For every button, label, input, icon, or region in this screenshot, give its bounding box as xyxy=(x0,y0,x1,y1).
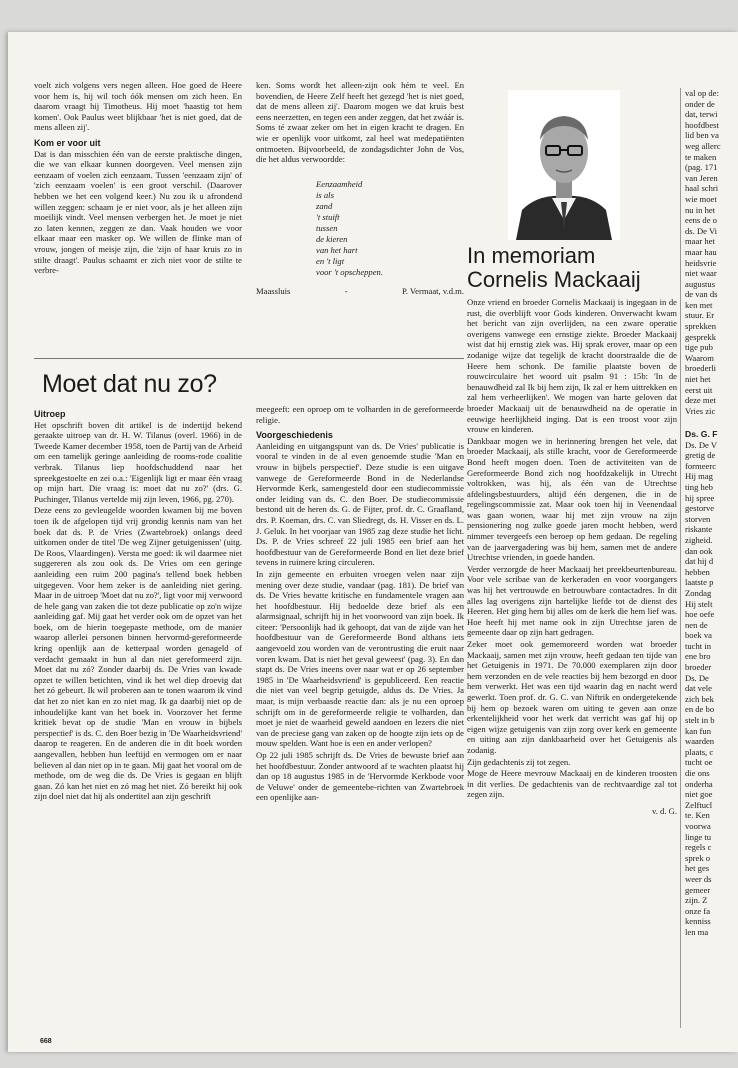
poem-line: tussen xyxy=(316,222,338,233)
fragment-line: Zondag xyxy=(685,587,712,598)
fragment-line: onder de xyxy=(685,98,715,109)
fragment-line: ting heb xyxy=(685,481,713,492)
fragment-line: de van ds xyxy=(685,289,718,300)
paragraph: Aanleiding en uitgangspunt van ds. De Vries' publicatie is vooral te vinden in de al even genoemde studie 'Man en vrouw in bijbels perspectief'. Deze studie is een uitgave vanwege de Gereformeerde Bond in de Nederlandse Hervormde Kerk, samengesteld door een studiecommissie onder leiding van ds. C. den Boer. De studiecommissie bestond uit de heren ds. G. de Fijter, prof. dr. C. Graafland, drs. P. Koeman, drs. C. van Sliedregt, ds. H. Visser en ds. L. J. Geluk. In het voorjaar van 1985 zag deze studie het licht. Ds. P. de Vries schreef 22 juli 1985 een brief aan het hoofdbestuur van de Gereformeerde Bond en liet deze brief tevens in ruimere kring circuleren. xyxy=(256,440,464,568)
article-signature xyxy=(256,286,464,297)
paragraph: Deze eens zo gevleugelde woorden kwamen bij me boven toen ik de afgelopen tijd vrij grondig kennis nam van het boek dat ds. P. de Vries (Zwartebroek) onlangs deed uitkomen onder de titel 'De weg Zijner getuigenissen' (uitg. De Roos, Vlaardingen). Versta me goed: ik wil daarmee niet suggereren als zou ook ds. De Vries om een geringe aanleiding een ruim 200 pagina's tellend boek hebben uitgegeven. Voor hem zeker is de aanleiding niet gering. Maar in de uitroep 'Moet dat nu zo?', ligt voor mij verwoord de hele gang van zaken die tot deze publicatie op zo'n wijze aanleiding gaf. Mij gaat het verder ook om de opzet van het boek, om de hierin toegepaste methode, om de manier waarop allerlei personen binnen hervormd-gereformeerde kring openlijk aan de ketterpaal worden genageld of verdacht gemaakt in hun al dan niet gereformeerd zijn. Moet dat nu zó? Zonder daarbij ds. De Vries van kwade opzet te willen betichten, vind ik het wel diep droevig dat het zó gebeurt. Ik wil proberen aan te tonen waarom ik vind dat het zo niet kan en zo niet mag. Ik ga daarbij niet op de inhoudelijke kant van het boek in. Voorzover het ferme kritiek bevat op de studie 'Man en vrouw in bijbels perspectief' is ds. C. den Boer bezig in 'De Waarheidsvriend' daarop te reageren. En de anderen die in dit boek worden aangevallen, hebben hun leeftijd en vermogen om er naar believen al dan niet op in te gaan. Mij gaat het vooral om de methode, om de weg die ds. De Vries is gegaan en blijft gaan. Zó kan het niet en zó mag het niet. Zó bereikt hij ook zijn doel niet dat hij als ondertitel aan zijn geschrift xyxy=(34,505,242,802)
fragment-line: zich bek xyxy=(685,693,714,704)
fragment-line: wie moet xyxy=(685,193,717,204)
poem-line: Eenzaamheid xyxy=(316,178,363,189)
memoriam-paragraph: Zijn gedachtenis zij tot zegen. xyxy=(467,756,571,767)
paragraph: Het opschrift boven dit artikel is de indertijd bekend geraakte uitroep van dr. H. W. Tilanus (overl. 1966) in de Tweede Kamer december 1958, toen de Partij van de Arbeid om een tamelijk geringe aanleiding de rooms-rode coalitie verbrak. Tilanus liep hoofdschuddend naar het spreekgestoelte en zei o.a.: 'Eigenlijk ligt er maar één vraag op mijn hart. Die vraag is: moet dat nu zo?' (drs. G. Puchinger, Tilanus vertelde mij zijn leven, 1966, pg. 270). xyxy=(34,419,242,504)
fragment-line: weg allerc xyxy=(685,140,721,151)
fragment-line: zigheid. xyxy=(685,534,713,545)
poem-line: is als xyxy=(316,189,334,200)
fragment-line: waarden xyxy=(685,736,715,747)
fragment-line: onze fa xyxy=(685,905,711,916)
poem xyxy=(316,179,464,278)
fragment-line: Vries zic xyxy=(685,405,716,416)
fragment-line: lid ben va xyxy=(685,130,719,141)
fragment-line: voorwa xyxy=(685,820,711,831)
fragment-line: storven xyxy=(685,513,711,524)
fragment-line: Hij stelt xyxy=(685,598,713,609)
fragment-line: gemeer xyxy=(685,884,711,895)
fragment-line: te maken xyxy=(685,151,717,162)
fragment-line: (pag. 171 xyxy=(685,162,718,173)
portrait-illustration xyxy=(508,90,620,240)
signature-dash: - xyxy=(344,285,348,296)
paragraph: voelt zich volgens vers negen alleen. Hoe goed de Heere voor hem is, hij wil toch óók mensen om zich heen. En daarom vraagt hij Timotheus. Hij moet 'haastig tot hem komen'. Ook Paulus weet blijkbaar 'het is niet goed, dat de mens alleen zij'. xyxy=(34,80,242,133)
poem-line: de kieren xyxy=(316,233,348,244)
top-left-column xyxy=(34,80,242,277)
fragment-line: gretig de xyxy=(685,450,716,461)
fragment-line: linge tu xyxy=(685,831,712,842)
fragment-line: haal schri xyxy=(685,183,719,194)
fragment-line: sprekken xyxy=(685,321,717,332)
section-divider xyxy=(34,358,464,359)
fragment-line: maar hau xyxy=(685,246,717,257)
fragment-line: eerst uit xyxy=(685,384,713,395)
memoriam-title-line2: Cornelis Mackaaij xyxy=(467,267,641,292)
magazine-page xyxy=(8,32,738,1052)
fragment-line: eens de o xyxy=(685,215,717,226)
fragment-line: ds. De Vi xyxy=(685,225,718,236)
memoriam-paragraph: Dankbaar mogen we in herinnering brengen het vele, dat broeder Mackaaij, als stille kracht, voor de Gereformeerde Bond heeft mogen doen. Toen de activiteiten van de Gereformeerde Bond zich nog hoofdzakelijk in Utrecht voltrokken, was hij, als één van de Utrechtse afdelingsbestuurders, altijd één dergenen, die in de regelingscommissie zat. Maar ook toen hij in Veenendaal was gaan wonen, waar hij met zijn vrouw na zijn pensionering nog zulke goede jaren mocht hebben, werd nimmer tevergeefs een beroep op hem gedaan. De regeling van de jaarvergadering was bij hem, samen met de andere Utrechtse vrienden, in goede handen. xyxy=(467,435,677,563)
fragment-line: Ds. G. F xyxy=(685,429,718,439)
top-middle-paragraph: ken. Soms wordt het alleen-zijn ook hém te veel. En bovendien, de Heere Zelf heeft het gezegd 'het is niet goed, dat de mens alleen zij'. Daarom mogen we dat kruis best eens neerzetten, en tegen een ander zeggen, dat het zwáár is. Soms té zwaar zeker om het in eigen kracht te dragen. En wie er openlijk voor uitkomt, zal heel wat medepatiënten ontmoeten. Bijvoorbeeld, de zondagsdichter John de Vos, die het aldus verwoordde: xyxy=(256,80,464,165)
memoriam-title xyxy=(467,244,641,292)
fragment-line: hoofdbest xyxy=(685,119,719,130)
fragment-line: het ges xyxy=(685,863,710,874)
fragment-line: dan ook xyxy=(685,545,713,556)
bottom-left-column xyxy=(34,404,242,803)
section-heading: Uitroep xyxy=(34,409,66,419)
fragment-line: dat vele xyxy=(685,683,712,694)
fragment-line: kenniss xyxy=(685,916,711,927)
fragment-line: len ma xyxy=(685,926,709,937)
portrait-photo xyxy=(508,90,620,240)
fragment-line: Ds. De V xyxy=(685,439,718,450)
fragment-line: dat hij d xyxy=(685,556,714,567)
fragment-line: die ons xyxy=(685,768,710,778)
poem-line: en 't ligt xyxy=(316,255,345,266)
fragment-line: sprek o xyxy=(685,852,711,863)
paragraph: In zijn gemeente en erbuiten vroegen velen naar zijn mening over deze studie, vandaar (pag. 181). De brief van ds. De Vries bevatte kritische en fundamentele vragen aan het hoofdbestuur. Hij bedoelde deze brief als een alarmsignaal, schrijft hij in het voorwoord van zijn boek. Ik citeer: 'Persoonlijk had ik gehoopt, dat van de zijde van het hoofdbestuur van de Gereformeerde Bond althans iets aangevoeld zou worden van de verontrusting die eruit naar voren kwam. Dat is niet het geval geweest' (pag. 3). En dan stapt ds. De Vries ineens over naar wat er op 26 september 1985 in 'De Waarheidsvriend' is gepubliceerd. Een reactie die niet van veel begrip getuigde, aldus ds. De Vries. Ja maar, is mijn verbaasde reactie dan: als je nu een oproep schrijft om in de gereformeerde religie te volharden, dan moet je niet de waarheid geweld aandoen en lezers die niet van de preciese gang van zaken op de hoogte zijn iets op de mouw spelden. Want hoe is een en ander verlopen? xyxy=(256,568,464,749)
fragment-line: Ds. De xyxy=(685,672,709,683)
poem-line: voor 't opscheppen. xyxy=(316,266,383,277)
fragment-line: heidsvrie xyxy=(685,257,717,268)
paragraph: meegeeft: een oproep om te volharden in de gereformeerde religie. xyxy=(256,404,464,425)
fragment-line: ene bro xyxy=(685,651,711,662)
fragment-line: gesprekk xyxy=(685,331,717,342)
memoriam-paragraph: Onze vriend en broeder Cornelis Mackaaij is ingegaan in de rust, die overblijft voor Gods kinderen. Onverwacht kwam het bericht van zijn overlijden, na een zware operatie overigens vanwege een ernstige ziekte. Broeder Mackaaij wist dat hij ernstig ziek was. Hij sprak erover, maar op een zodanige wijze dat tegelijk de kracht doorstraalde die de Heere hem schonk. De familie plaatste boven de rouwcirculaire het woord uit psalm 91 : 15b: 'In de benauwdheid zal Ik bij hem zijn, Ik zal er hem uittrekken en zal hem verheerlijken'. We mogen van harte geloven dat broeder Mackaaij uit de benauwdheid na de operatie in eeuwige heerlijkheid inging. Dat is een troost voor zijn vrouw en kinderen. xyxy=(467,297,677,435)
paragraph: Dat is dan misschien één van de eerste praktische dingen, die we van elkaar kunnen doorgeven. Veel mensen zijn eenzaam of voelen zich eenzaam. Tussen 'eenzaam zijn' of 'zich eenzaam voelen' is een groot verschil. (Daarover hebben we het een volgend keer.) Nu zou ik u afrondend willen zeggen: schaam je er niet voor, als je het alleen zijn moeilijk vindt. Veel mensen verbergen het. Je moet je niet zo laten kennen, zeggen ze dan. Vaak houden we voor elkaar maar een masker op. We willen de flinke man of vrouw, jongen of meisje zijn, die 'zijn of haar kruis zo in stilte draagt'. Paulus schaamt er zich niet voor de stilte te verbre- xyxy=(34,148,242,276)
fragment-line: tucht oe xyxy=(685,757,713,768)
fragment-line: Zelftucl xyxy=(685,799,713,810)
article-title: Moet dat nu zo? xyxy=(42,370,217,398)
fragment-line: gestorve xyxy=(685,503,715,514)
poem-line: 't stuift xyxy=(316,211,340,222)
fragment-line: deze met xyxy=(685,395,716,406)
fragment-line: laatste p xyxy=(685,577,714,588)
page-number: 668 xyxy=(40,1038,52,1045)
poem-line: zand xyxy=(316,200,333,211)
memoriam-signature: v. d. G. xyxy=(652,805,677,816)
fragment-line: zijn. Z xyxy=(685,895,708,906)
fragment-line xyxy=(685,416,738,427)
memoriam-paragraph: Verder verzorgde de heer Mackaaij het preekbeurtenbureau. Voor vele scribae van de kerkeraden en voor voorgangers was hij het vertrouwde en betrouwbare contactadres. In dit alles lag overigens zijn hartelijke liefde tot de dienst des Heeren. Het ging hem bij alles om de kerk die hem lief was. Hoe heeft hij met name ook in zijn Utrechtse jaren de gemeente daar op zijn hart gedragen. xyxy=(467,563,677,638)
memoriam-paragraph: Moge de Heere mevrouw Mackaaij en de kinderen troosten in dit verlies. De gedachtenis van de rechtvaardige zal tot zegen zijn. xyxy=(467,768,677,800)
fragment-line: broeder xyxy=(685,662,712,673)
fragment-line: hij spree xyxy=(685,492,715,503)
fragment-line: hebben xyxy=(685,566,710,577)
paragraph: Op 22 juli 1985 schrijft ds. De Vries de bewuste brief aan het hoofdbestuur. Zonder antwoord af te wachten plaatst hij dan op 18 augustus 1985 in de 'Hervormde Kerkbode voor de Veluwe' onder de gemeentebe-richten van Zwartebroek een openlijke aan- xyxy=(256,750,464,803)
fragment-line: tige pub xyxy=(685,342,713,353)
signature-place: Maassluis xyxy=(256,285,291,296)
column-divider xyxy=(680,88,681,1028)
fragment-line: val op de: xyxy=(685,88,719,98)
poem-line: van het hart xyxy=(316,244,358,255)
fragment-line: boek va xyxy=(685,630,712,641)
fragment-line: tucht in xyxy=(685,640,712,651)
fragment-line: plaats, c xyxy=(685,746,714,757)
fragment-line: kan fun xyxy=(685,725,712,736)
fragment-line: formeerc xyxy=(685,460,717,471)
memoriam-title-line1: In memoriam xyxy=(467,243,596,268)
fragment-line: nen de xyxy=(685,619,708,630)
signature-name: P. Vermaat, v.d.m. xyxy=(401,285,464,296)
fragment-line: dat, terwi xyxy=(685,109,718,120)
fragment-line: augustus xyxy=(685,278,716,289)
section-heading: Voorgeschiedenis xyxy=(256,430,333,441)
fragment-line: ken met xyxy=(685,299,713,310)
fragment-line: riskante xyxy=(685,524,713,535)
section-heading: Kom er voor uit xyxy=(34,137,101,148)
fragment-line: Hij mag xyxy=(685,471,713,482)
fragment-line: te. Ken xyxy=(685,810,710,821)
fragment-line: niet het xyxy=(685,374,711,385)
fragment-line: niet goe xyxy=(685,789,713,800)
fragment-line: en de bo xyxy=(685,704,715,715)
bottom-middle-column xyxy=(256,404,464,804)
top-middle-column xyxy=(256,80,464,296)
fragment-line: regels c xyxy=(685,842,712,853)
next-page-fragment-column xyxy=(685,88,738,938)
fragment-line: nu in het xyxy=(685,204,716,215)
fragment-line: stuur. Er xyxy=(685,310,715,321)
fragment-line: Waarom xyxy=(685,352,714,363)
memoriam-paragraph: Zeker moet ook gememoreerd worden wat broeder Mackaaij, samen met zijn vrouw, heeft gedaan ten tijde van het Getuigenis in 1971. De 70.000 exemplaren zijn door hem verzonden en de vele reacties bij hem bezorgd en door hem verwerkt. Het was een tijd waarin dag en nacht werd gewerkt. Toen prof. dr. G. C. van Niftrik en ondergetekende bij hem op bezoek waren om uiting te geven aan onze erkentelijkheid voor het werk dat verricht was gaf hij op eigen wijze getuigenis van zijn zorg over kerk en gemeente en uiting aan zijn dankbaarheid over het Getuigenis als zodanig. xyxy=(467,639,677,755)
memoriam-column xyxy=(467,297,677,817)
fragment-line: van Jeren xyxy=(685,172,718,183)
fragment-line: maar het xyxy=(685,236,715,247)
fragment-line: weer ds xyxy=(685,873,712,884)
fragment-line: stelt in b xyxy=(685,715,715,726)
fragment-line: hoe oefe xyxy=(685,609,715,620)
fragment-line: niet waar xyxy=(685,268,717,279)
fragment-line: onderha xyxy=(685,778,713,789)
fragment-line: broederli xyxy=(685,363,717,374)
